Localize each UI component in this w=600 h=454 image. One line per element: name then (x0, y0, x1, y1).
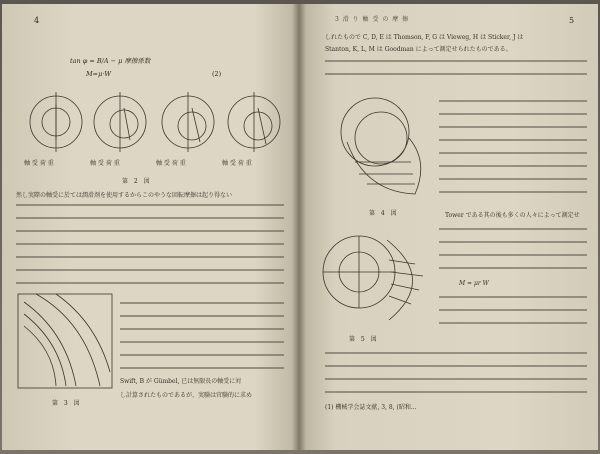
text-line (325, 365, 587, 367)
footnote: (1) 機械学会誌文献, 3, 8, (昭和... (325, 404, 417, 411)
text-line (120, 367, 284, 369)
text-line (439, 178, 587, 180)
fig2-label-c: 軸 受 荷 重 (156, 160, 186, 167)
fig2-label-d: 軸 受 荷 重 (222, 160, 252, 167)
fig4-caption: 第 4 図 (369, 210, 399, 217)
left-page (2, 4, 299, 450)
book-gutter (292, 4, 306, 450)
text-line (16, 282, 284, 284)
text-line (16, 230, 284, 232)
text-line (439, 165, 587, 167)
left-text-line-3: し計算されたものであるが、実験は官験的に求め (120, 392, 253, 399)
formula-inline: M = μr W (459, 280, 489, 287)
text-line (325, 73, 587, 75)
running-header: 3 滑 り 軸 受 の 摩 擦 (335, 16, 410, 23)
right-text-line-1: しれたもので C, D, E は Thomson, F, G は Vieweg, H は Sticker, J は (325, 34, 524, 41)
right-text-line-2: Stanton, K, L, M は Goodman によって測定せられたものである。 (325, 46, 512, 53)
text-line (16, 256, 284, 258)
text-line (439, 228, 587, 230)
left-text-line-1: 然し実際の軸受に於ては潤滑剤を使用するからこのやうな回転摩擦は起り得ない (16, 192, 233, 199)
text-line (439, 152, 587, 154)
page-number-left: 4 (34, 16, 40, 25)
fig2-label-a: 軸 受 荷 重 (24, 160, 54, 167)
text-line (439, 254, 587, 256)
right-text-line-3: Tower である其の後も多くの人々によって測定せ (445, 212, 580, 219)
formula-moment: M=μ·W (86, 70, 112, 78)
formula-friction: tan φ = B/A − μ 摩擦係数 (70, 57, 151, 65)
text-line (325, 391, 587, 393)
formula-number: (2) (212, 70, 222, 78)
text-line (120, 328, 284, 330)
text-line (325, 378, 587, 380)
text-line (120, 302, 284, 304)
fig3-curve-diagram (16, 292, 114, 392)
fig5-pressure-diagram (319, 220, 439, 330)
left-text-line-2: Swift, B が Gümbel, 已は無限長の軸受に対 (120, 378, 242, 385)
text-line (439, 241, 587, 243)
text-line (16, 217, 284, 219)
text-line (325, 352, 587, 354)
text-line (16, 204, 284, 206)
fig5-caption: 第 5 図 (349, 336, 379, 343)
text-line (439, 126, 587, 128)
text-line (439, 296, 587, 298)
text-line (16, 243, 284, 245)
fig2-label-b: 軸 受 荷 重 (90, 160, 120, 167)
right-page (299, 4, 598, 450)
text-line (439, 139, 587, 141)
text-line (439, 309, 587, 311)
text-line (120, 315, 284, 317)
text-line (325, 60, 587, 62)
fig3-caption: 第 3 図 (52, 400, 82, 407)
fig2-caption: 第 2 図 (122, 178, 152, 185)
text-line (439, 267, 587, 269)
text-line (120, 354, 284, 356)
text-line (439, 322, 587, 324)
text-line (120, 341, 284, 343)
page-number-right: 5 (569, 16, 575, 25)
text-line (439, 100, 587, 102)
fig4-bearing-section (325, 82, 435, 202)
text-line (439, 191, 587, 193)
text-line (16, 269, 284, 271)
text-line (439, 113, 587, 115)
